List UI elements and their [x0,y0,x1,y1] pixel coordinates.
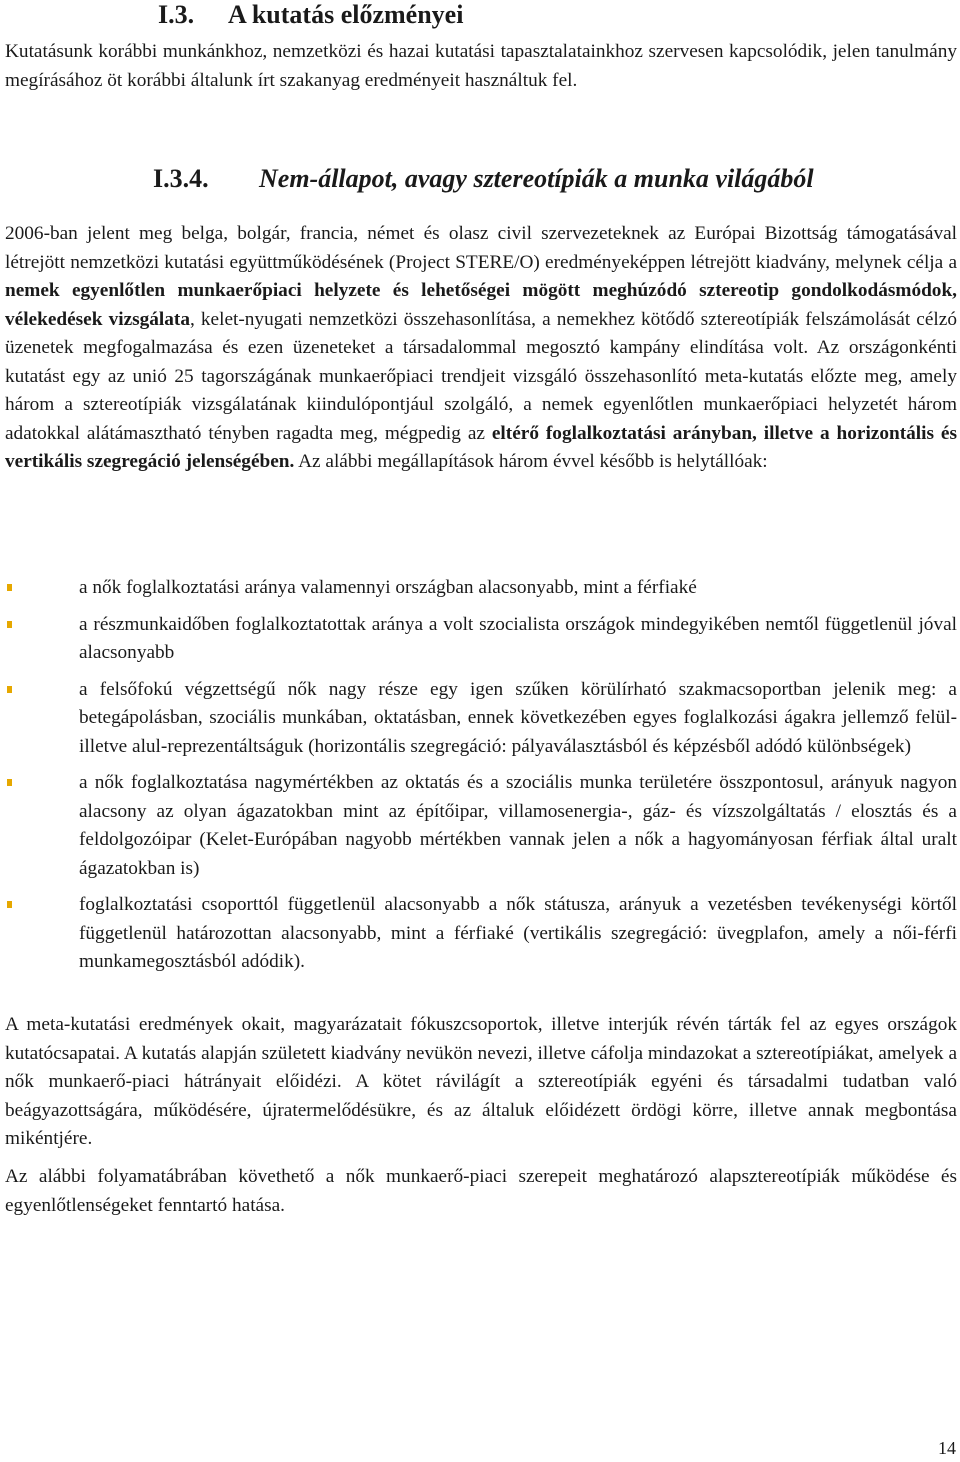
square-bullet-icon [7,584,12,591]
square-bullet-icon [7,621,12,628]
section-title: A kutatás előzményei [228,0,464,29]
section-heading [158,0,463,30]
para1-text-2: , kelet-nyugati nemzetközi összehasonlítása, a nemekhez kötődő sztereotípiák felszámolását célzó üzenetek megfogalmazása és ezen üzeneteket a társadalommal megosztó kampány elindítása volt. Az országonkénti kutatást egy az unió 25 tagországának munkaerőpiaci trendjeit vizsgáló összehasonlító meta-kutatás előzte meg, amely három a sztereotípiák vizsgálatának kiindulópontjául szolgáló, a nemek egyenlőtlen munkaerőpiaci helyzetét három adatokkal alátámasztható tényben ragadta meg, mégpedig az [5,308,957,444]
list-item-text: a felsőfokú végzettségű nők nagy része egy igen szűken körülírható szakmacsoportban jelenik meg: a betegápolásban, szociális munkában, oktatásban, ennek következében egyes foglalkozási ágakra jellemző felül- illetve alul-reprezentáltságuk (horizontális szegregáció: pályaválasztásból és képzésből adódó különbségek) [79,678,957,757]
para1-text-3: Az alábbi megállapítások három évvel később is helytállóak: [294,451,768,472]
page-number: 14 [938,1438,956,1458]
body-paragraph-1 [5,220,957,477]
body-paragraph-2: A meta-kutatási eredmények okait, magyarázatait fókuszcsoportok, illetve interjúk révén tárták fel az egyes országok kutatócsapatai. A kutatás alapján született kiadvány nevükön nevezi, illetve cáfolja mindazokat a sztereotípiákat, amelyek a nők munkaerő-piaci hátrányait előidézi. A kötet rávilágít a sztereotípiák egyéni és társadalmi tudatban való beágyazottságára, működésére, újratermelődésükre, és az általuk előidézett ördögi körre, illetve annak megbontása mikéntjére. [5,1014,957,1149]
subsection-title: Nem-állapot, avagy sztereotípiák a munka világából [259,164,814,193]
intro-paragraph: Kutatásunk korábbi munkánkhoz, nemzetközi és hazai kutatási tapasztalatainkhoz szervesen kapcsolódik, jelen tanulmány megírásához öt korábbi általunk írt szakanyag eredményeit használtuk fel. [5,41,957,91]
list-item-text: a részmunkaidőben foglalkoztatottak aránya a volt szocialista országok mindegyikében nemtől függetlenül jóval alacsonyabb [79,613,957,663]
square-bullet-icon [7,901,12,908]
square-bullet-icon [7,686,12,693]
list-item [5,574,957,603]
list-item [5,891,957,977]
subsection-number: I.3.4. [153,164,209,193]
body-paragraph-3: Az alábbi folyamatábrában követhető a nők munkaerő-piaci szerepeit meghatározó alapsztereotípiák működése és egyenlőtlenségeket fenntartó hatása. [5,1166,957,1216]
list-item [5,676,957,762]
para1-text-1: 2006-ban jelent meg belga, bolgár, francia, német és olasz civil szervezeteknek az Európai Bizottság támogatásával létrejött nemzetközi kutatási együttműködésének (Project STERE/O) eredményeképpen létrejött kiadvány, melynek célja a [5,223,957,273]
list-item [5,611,957,668]
findings-list [5,574,957,985]
list-item-text: a nők foglalkoztatása nagymértékben az oktatás és a szociális munka területére összpontosul, arányuk nagyon alacsony az olyan ágazatokban mint az építőipar, villamosenergia-, gáz- és vízszolgáltatás / elosztás és a feldolgozóipar (Kelet-Európában nagyobb mértékben vannak jelen a nők a hagyományosan férfiak által uralt ágazatokban is) [79,772,957,879]
para1-bold-2: eltérő foglalkoztatási arányban, illetve a horizontális és vertikális szegregáció jelenségében. [5,422,957,472]
subsection-heading [153,162,814,196]
para1-bold-1: nemek egyenlőtlen munkaerőpiaci helyzete és lehetőségei mögött meghúzódó sztereotip gondolkodásmódok, vélekedések vizsgálata [5,280,957,330]
list-item-text: foglalkoztatási csoporttól függetlenül alacsonyabb a nők státusza, arányuk a vezetésben tevékenységi körtől függetlenül határozottan alacsonyabb, mint a férfiaké (vertikális szegregáció: üvegplafon, amely a női-férfi munkamegosztásból adódik). [79,894,957,972]
list-item [5,769,957,883]
section-number: I.3. [158,0,195,29]
list-item-text: a nők foglalkoztatási aránya valamennyi országban alacsonyabb, mint a férfiaké [79,577,697,598]
square-bullet-icon [7,779,12,786]
